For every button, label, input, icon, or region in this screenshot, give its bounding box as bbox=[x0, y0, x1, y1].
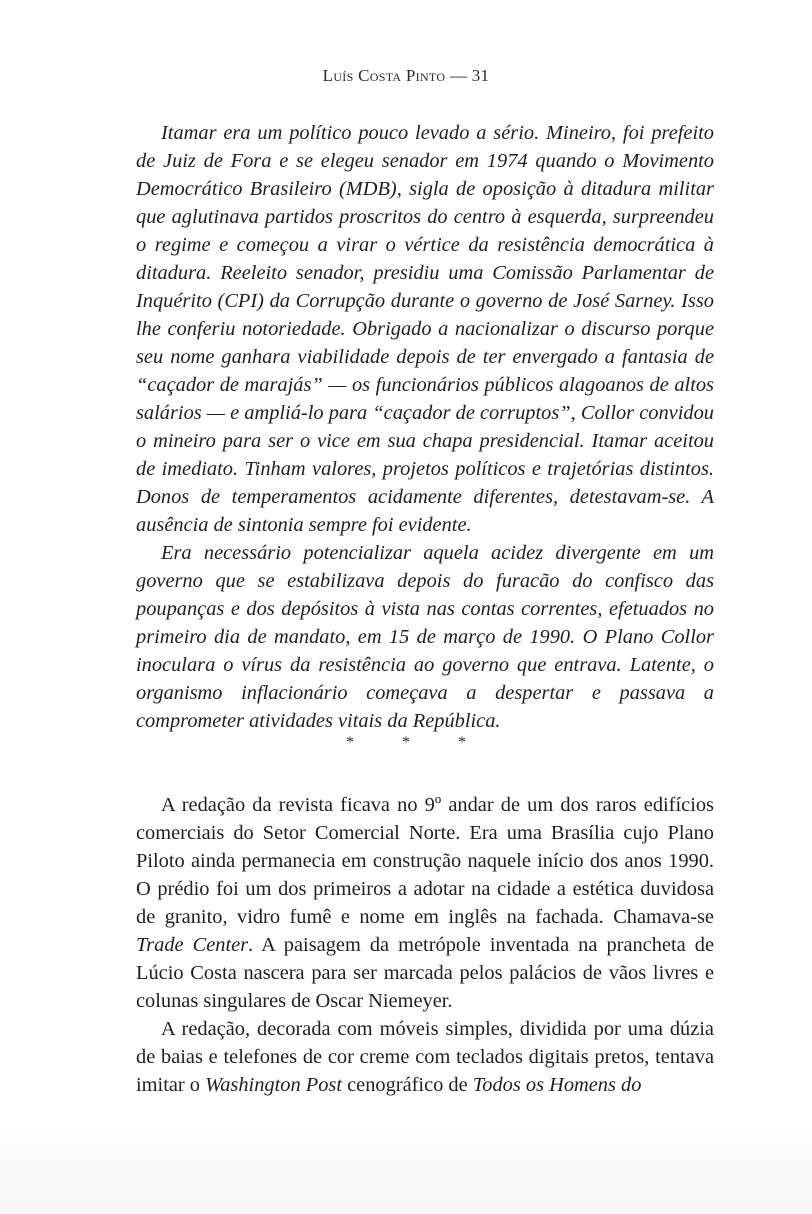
running-head bbox=[0, 66, 812, 86]
body-paragraph-2-part-a: A redação, decorada com móveis simples, dividida por uma dúzia de baias e telefones de cor creme com teclados digitais pretos, tentava imitar o bbox=[136, 1018, 714, 1096]
header-author: Luís Costa Pinto bbox=[322, 66, 446, 85]
body-paragraph-2-part-b: cenográfico de bbox=[342, 1074, 473, 1096]
italic-paragraph-1: Itamar era um político pouco levado a sério. Mineiro, foi prefeito de Juiz de Fora e se elegeu senador em 1974 quando o Movimento Democrático Brasileiro (MDB), sigla de oposição à ditadura militar que aglutinava partidos proscritos do centro à esquerda, surpreendeu o regime e começou a virar o vértice da resistência democrática à ditadura. Reeleito senador, presidiu uma Comissão Parlamentar de Inquérito (CPI) da Corrupção durante o governo de José Sarney. Isso lhe conferiu notoriedade. Obrigado a nacionalizar o discurso porque seu nome ganhara viabilidade depois de ter envergado a fantasia de “caçador de marajás” — os funcionários públicos alagoanos de altos salários — e ampliá-lo para “caçador de corruptos”, Collor convidou o mineiro para ser o vice em sua chapa presidencial. Itamar aceitou de imediato. Tinham valores, projetos políticos e trajetórias distintos. Donos de temperamentos acidamente diferentes, detestavam-se. A ausência de sintonia sempre foi evidente. bbox=[136, 122, 714, 536]
body-paragraph-1 bbox=[136, 791, 714, 1015]
body-paragraph-1-part-b: . A paisagem da metrópole inventada na prancheta de Lúcio Costa nascera para ser marcada pelos palácios de vãos livres e colunas singulares de Oscar Niemeyer. bbox=[136, 934, 714, 1012]
italic-paragraph-2: Era necessário potencializar aquela acidez divergente em um governo que se estabilizava depois do furacão do confisco das poupanças e dos depósitos à vista nas contas correntes, efetuados no primeiro dia de mandato, em 15 de março de 1990. O Plano Collor inoculara o vírus da resistência ao governo que entrava. Latente, o organismo inflacionário começava a despertar e passava a comprometer atividades vitais da República. bbox=[136, 542, 714, 732]
body-paragraph-2 bbox=[136, 1015, 714, 1099]
header-dash: — bbox=[449, 66, 468, 85]
washington-post-title: Washington Post bbox=[205, 1074, 342, 1096]
section-separator: * * * bbox=[346, 734, 488, 751]
trade-center-name: Trade Center bbox=[136, 934, 249, 956]
page-number: 31 bbox=[471, 66, 490, 85]
body-paragraph-1-part-a: A redação da revista ficava no 9º andar de um dos raros edifícios comerciais do Setor Comercial Norte. Era uma Brasília cujo Plano Piloto ainda permanecia em construção naquele início dos anos 1990. O prédio foi um dos primeiros a adotar na cidade a estética duvidosa de granito, vidro fumê e nome em inglês na fachada. Chamava-se bbox=[136, 794, 714, 928]
italic-quotation-block bbox=[136, 119, 714, 735]
film-title: Todos os Homens do bbox=[472, 1074, 642, 1096]
body-text-block bbox=[136, 791, 714, 1099]
